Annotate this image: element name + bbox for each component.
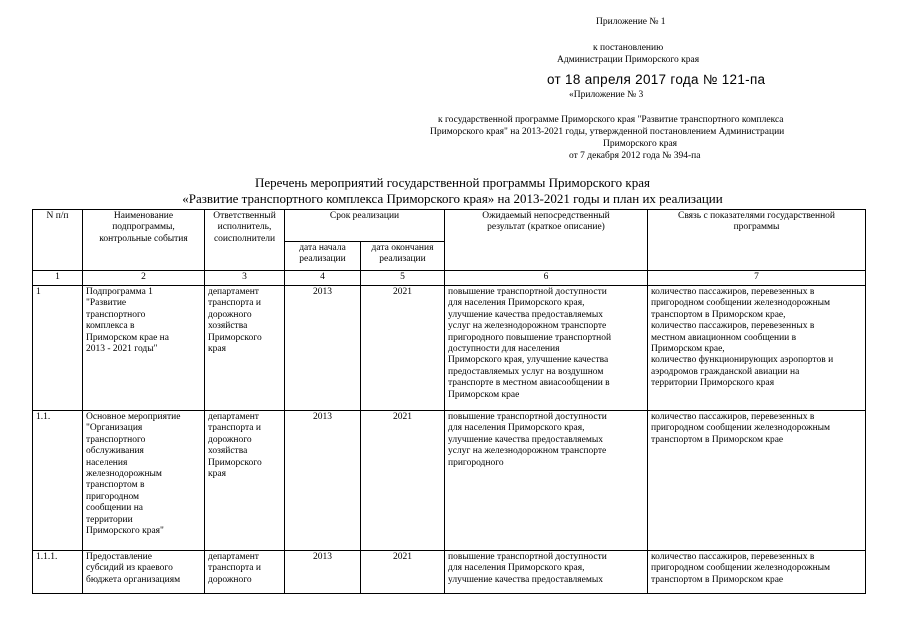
- row-responsible: департамент транспорта и дорожного хозяйства Приморского края: [205, 286, 285, 411]
- program-line-1: к государственной программе Приморского края "Развитие транспортного комплекса: [438, 115, 784, 125]
- document-title-line-2: «Развитие транспортного комплекса Приморского края» на 2013-2021 годы и план их реализации: [182, 191, 723, 206]
- to-resolution-label: к постановлению: [593, 43, 664, 53]
- column-number: 7: [648, 271, 866, 286]
- document-title-line-1: Перечень мероприятий государственной программы Приморского края: [254, 175, 650, 190]
- row-result: повышение транспортной доступности для населения Приморского края, улучшение качества предоставляемых услуг на железнодорожном транспорте пригородного повышение транспортной доступности для населения Приморского края, улучшение качества предоставляемых услуг на воздушном транспорте в местном авиасообщении в Приморском крае: [445, 286, 648, 411]
- column-number: 2: [83, 271, 205, 286]
- column-number: 1: [33, 271, 83, 286]
- row-link: количество пассажиров, перевезенных в пригородном сообщении железнодорожным транспортом в Приморском крае: [648, 551, 866, 594]
- row-name: Предоставление субсидий из краевого бюджета организациям: [83, 551, 205, 594]
- row-link: количество пассажиров, перевезенных в пригородном сообщении железнодорожным транспортом в Приморском крае: [648, 411, 866, 551]
- appendix-label: Приложение № 1: [596, 17, 666, 27]
- header-responsible: Ответственный исполнитель, соисполнители: [205, 210, 285, 271]
- header-link: Связь с показателями государственной программы: [648, 210, 866, 271]
- row-responsible: департамент транспорта и дорожного хозяйства Приморского края: [205, 411, 285, 551]
- row-num: 1.1.1.: [33, 551, 83, 594]
- row-end-year: 2021: [361, 551, 445, 594]
- table-row: [33, 286, 866, 411]
- header-period: Срок реализации: [285, 210, 445, 242]
- program-line-4: от 7 декабря 2012 года № 394-па: [569, 151, 701, 161]
- header-start-date: дата начала реализации: [285, 242, 361, 271]
- appendix3-label: «Приложение № 3: [569, 90, 644, 100]
- resolution-date-stamp: от 18 апреля 2017 года № 121-па: [547, 72, 766, 87]
- administration-label: Администрации Приморского края: [557, 55, 700, 65]
- header-end-date: дата окончания реализации: [361, 242, 445, 271]
- row-name: Подпрограмма 1 "Развитие транспортного комплекса в Приморском крае на 2013 - 2021 годы": [83, 286, 205, 411]
- row-name: Основное мероприятие "Организация транспортного обслуживания населения железнодорожным транспортом в пригородном сообщении на территории Приморского края": [83, 411, 205, 551]
- row-start-year: 2013: [285, 551, 361, 594]
- column-number: 6: [445, 271, 648, 286]
- row-num: 1.1.: [33, 411, 83, 551]
- header-name: Наименование подпрограммы, контрольные события: [83, 210, 205, 271]
- table-row: [33, 551, 866, 594]
- row-end-year: 2021: [361, 286, 445, 411]
- row-start-year: 2013: [285, 286, 361, 411]
- row-start-year: 2013: [285, 411, 361, 551]
- program-line-3: Приморского края: [603, 139, 678, 149]
- header-result: Ожидаемый непосредственный результат (краткое описание): [445, 210, 648, 271]
- table-header-row: [33, 210, 866, 242]
- column-numbers-row: [33, 271, 866, 286]
- column-number: 5: [361, 271, 445, 286]
- column-number: 4: [285, 271, 361, 286]
- row-link: количество пассажиров, перевезенных в пригородном сообщении железнодорожным транспортом в Приморском крае, количество пассажиров, перевезенных в местном авиационном сообщении в Приморском крае, количество функционирующих аэропортов и аэродромов гражданской авиации на территории Приморского края: [648, 286, 866, 411]
- row-responsible: департамент транспорта и дорожного: [205, 551, 285, 594]
- program-line-2: Приморского края" на 2013-2021 годы, утвержденной постановлением Администрации: [430, 127, 785, 137]
- column-number: 3: [205, 271, 285, 286]
- table-row: [33, 411, 866, 551]
- measures-table: [32, 209, 866, 594]
- header-num: N п/п: [33, 210, 83, 271]
- row-end-year: 2021: [361, 411, 445, 551]
- row-result: повышение транспортной доступности для населения Приморского края, улучшение качества предоставляемых услуг на железнодорожном транспорте пригородного: [445, 411, 648, 551]
- row-num: 1: [33, 286, 83, 411]
- row-result: повышение транспортной доступности для населения Приморского края, улучшение качества предоставляемых: [445, 551, 648, 594]
